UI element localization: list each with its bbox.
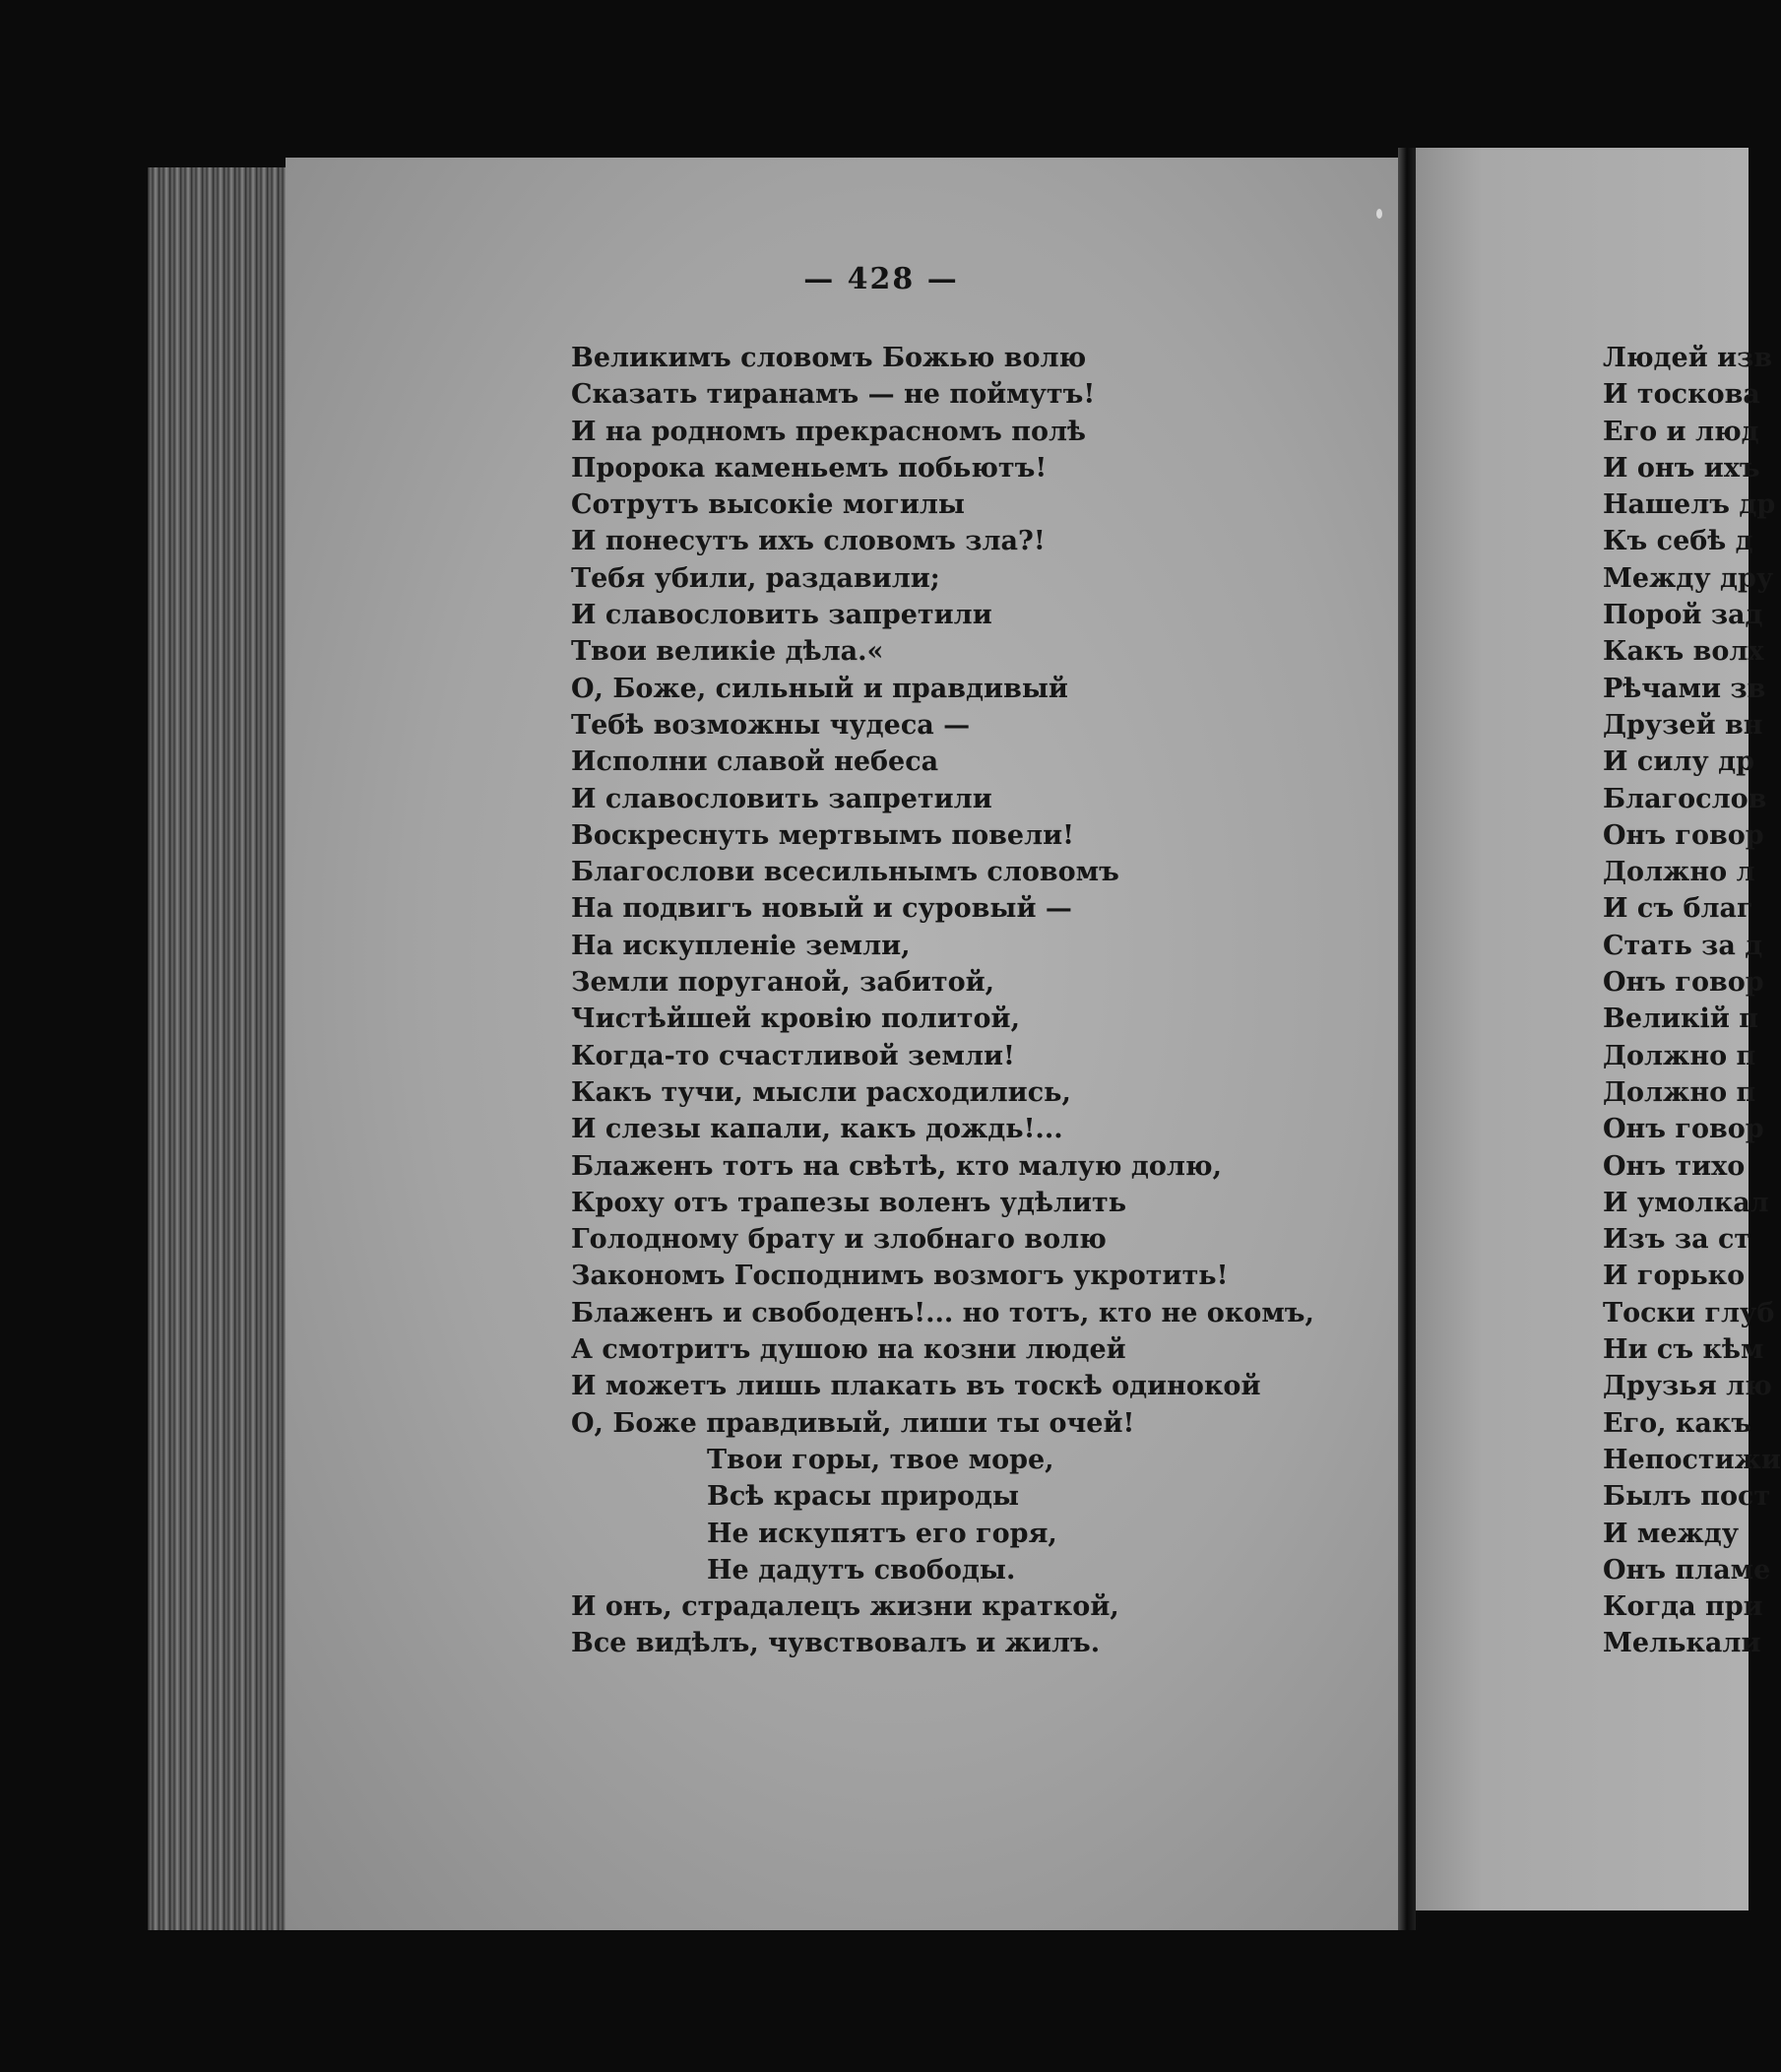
text-line: Великiй п bbox=[1603, 1004, 1759, 1035]
text-line: Тоски глуб bbox=[1603, 1297, 1775, 1328]
text-line: И съ благ bbox=[1603, 893, 1753, 925]
poem-line-indented: Не дадутъ свободы. bbox=[707, 1554, 1016, 1586]
poem-line: Пророка каменьемъ побьютъ! bbox=[571, 452, 1048, 484]
poem-line: Когда-то счастливой земли! bbox=[571, 1040, 1015, 1071]
text-line: Друзей вн bbox=[1603, 709, 1763, 741]
poem-line: И на родномъ прекрасномъ полѣ bbox=[571, 416, 1087, 447]
poem-line: Блаженъ тотъ на свѣтѣ, кто малую долю, bbox=[571, 1150, 1222, 1182]
poem-line: Тебѣ возможны чудеса — bbox=[571, 709, 971, 741]
poem-line: И славословить запретили bbox=[571, 783, 992, 814]
text-line: Какъ волх bbox=[1603, 636, 1764, 668]
text-line: Изъ за ст bbox=[1603, 1224, 1751, 1256]
poem-line: О, Боже, сильный и правдивый bbox=[571, 673, 1068, 704]
book-page-edges bbox=[148, 167, 286, 1930]
poem-line: Голодному брату и злобнаго волю bbox=[571, 1224, 1107, 1256]
text-line: Между дру bbox=[1603, 562, 1774, 594]
text-line: Ни съ кѣм bbox=[1603, 1334, 1764, 1366]
text-line: Его, какъ bbox=[1603, 1407, 1752, 1439]
text-line: Когда при bbox=[1603, 1591, 1763, 1623]
poem-line: А смотритъ душою на козни людей bbox=[571, 1334, 1126, 1366]
text-line: И тоскова bbox=[1603, 379, 1760, 411]
poem-line: Блаженъ и свободенъ!... но тотъ, кто не окомъ, bbox=[571, 1297, 1314, 1328]
poem-line: Воскреснуть мертвымъ повели! bbox=[571, 819, 1075, 851]
poem-line: Тебя убили, раздавили; bbox=[571, 562, 940, 594]
text-line: Должно п bbox=[1603, 1076, 1756, 1108]
poem-line: На искупленiе земли, bbox=[571, 930, 911, 961]
poem-line: О, Боже правдивый, лиши ты очей! bbox=[571, 1407, 1135, 1439]
text-line: Онъ говор bbox=[1603, 967, 1764, 999]
poem-line: И можетъ лишь плакать въ тоскѣ одинокой bbox=[571, 1371, 1261, 1402]
poem-line-indented: Твои горы, твое море, bbox=[707, 1444, 1054, 1475]
poem-line-indented: Всѣ красы природы bbox=[707, 1481, 1020, 1513]
poem-line: И понесутъ ихъ словомъ зла?! bbox=[571, 526, 1046, 557]
poem-line: Сотрутъ высокiе могилы bbox=[571, 489, 965, 521]
text-line: Людей изв bbox=[1603, 343, 1773, 373]
text-line: Онъ говор bbox=[1603, 1114, 1764, 1145]
text-line: Мелькали bbox=[1603, 1628, 1761, 1659]
poem-line: И славословить запретили bbox=[571, 600, 992, 631]
paper-speck bbox=[1376, 209, 1382, 219]
poem-line: Земли поруганой, забитой, bbox=[571, 967, 995, 999]
text-line: Друзья лю bbox=[1603, 1371, 1772, 1402]
poem-line: Исполни славой небеса bbox=[571, 746, 939, 778]
text-line: Онъ говор bbox=[1603, 819, 1764, 851]
poem-line: И слезы капали, какъ дождь!... bbox=[571, 1114, 1063, 1145]
poem-line: И онъ, страдалецъ жизни краткой, bbox=[571, 1591, 1119, 1623]
text-line: И между bbox=[1603, 1518, 1740, 1549]
poem-line: Кроху отъ трапезы воленъ удѣлить bbox=[571, 1187, 1127, 1218]
poem-line: Все видѣлъ, чувствовалъ и жилъ. bbox=[571, 1628, 1101, 1659]
text-line: И умолкал bbox=[1603, 1187, 1769, 1218]
poem-line: Благослови всесильнымъ словомъ bbox=[571, 857, 1119, 888]
book-gutter bbox=[1398, 148, 1416, 1930]
poem-text bbox=[571, 340, 1314, 1662]
poem-line: Закономъ Господнимъ возмогъ укротить! bbox=[571, 1261, 1229, 1292]
poem-line: Твои великiе дѣла.« bbox=[571, 636, 884, 668]
text-line: Непостижи bbox=[1603, 1444, 1781, 1475]
poem-line: Великимъ словомъ Божью волю bbox=[571, 343, 1087, 373]
text-line: И онъ ихъ bbox=[1603, 452, 1760, 484]
text-line: Его и люд bbox=[1603, 416, 1759, 447]
poem-line: Какъ тучи, мысли расходились, bbox=[571, 1076, 1071, 1108]
poem-line-indented: Не искупятъ его горя, bbox=[707, 1518, 1057, 1549]
text-line: И горько bbox=[1603, 1261, 1746, 1292]
text-line: Былъ пост bbox=[1603, 1481, 1771, 1513]
text-line: Стать за д bbox=[1603, 930, 1763, 961]
poem-line: Чистѣйшей кровiю политой, bbox=[571, 1004, 1020, 1035]
text-line: Къ себѣ д bbox=[1603, 526, 1753, 557]
poem-line: Сказать тиранамъ — не поймутъ! bbox=[571, 379, 1096, 411]
text-line: Онъ пламе bbox=[1603, 1554, 1771, 1586]
right-page-text bbox=[1603, 340, 1781, 1662]
text-line: Должно л bbox=[1603, 857, 1755, 888]
text-line: Онъ тихо bbox=[1603, 1150, 1746, 1182]
text-line: Благослов bbox=[1603, 783, 1767, 814]
text-line: И силу др bbox=[1603, 746, 1754, 778]
page-number: — 428 — bbox=[803, 262, 959, 296]
text-line: Нашелъ др bbox=[1603, 489, 1776, 521]
text-line: Порой зад bbox=[1603, 600, 1763, 631]
poem-line: На подвигъ новый и суровый — bbox=[571, 893, 1072, 925]
text-line: Должно п bbox=[1603, 1040, 1756, 1071]
text-line: Рѣчами зв bbox=[1603, 673, 1766, 704]
right-page bbox=[1416, 148, 1781, 1910]
